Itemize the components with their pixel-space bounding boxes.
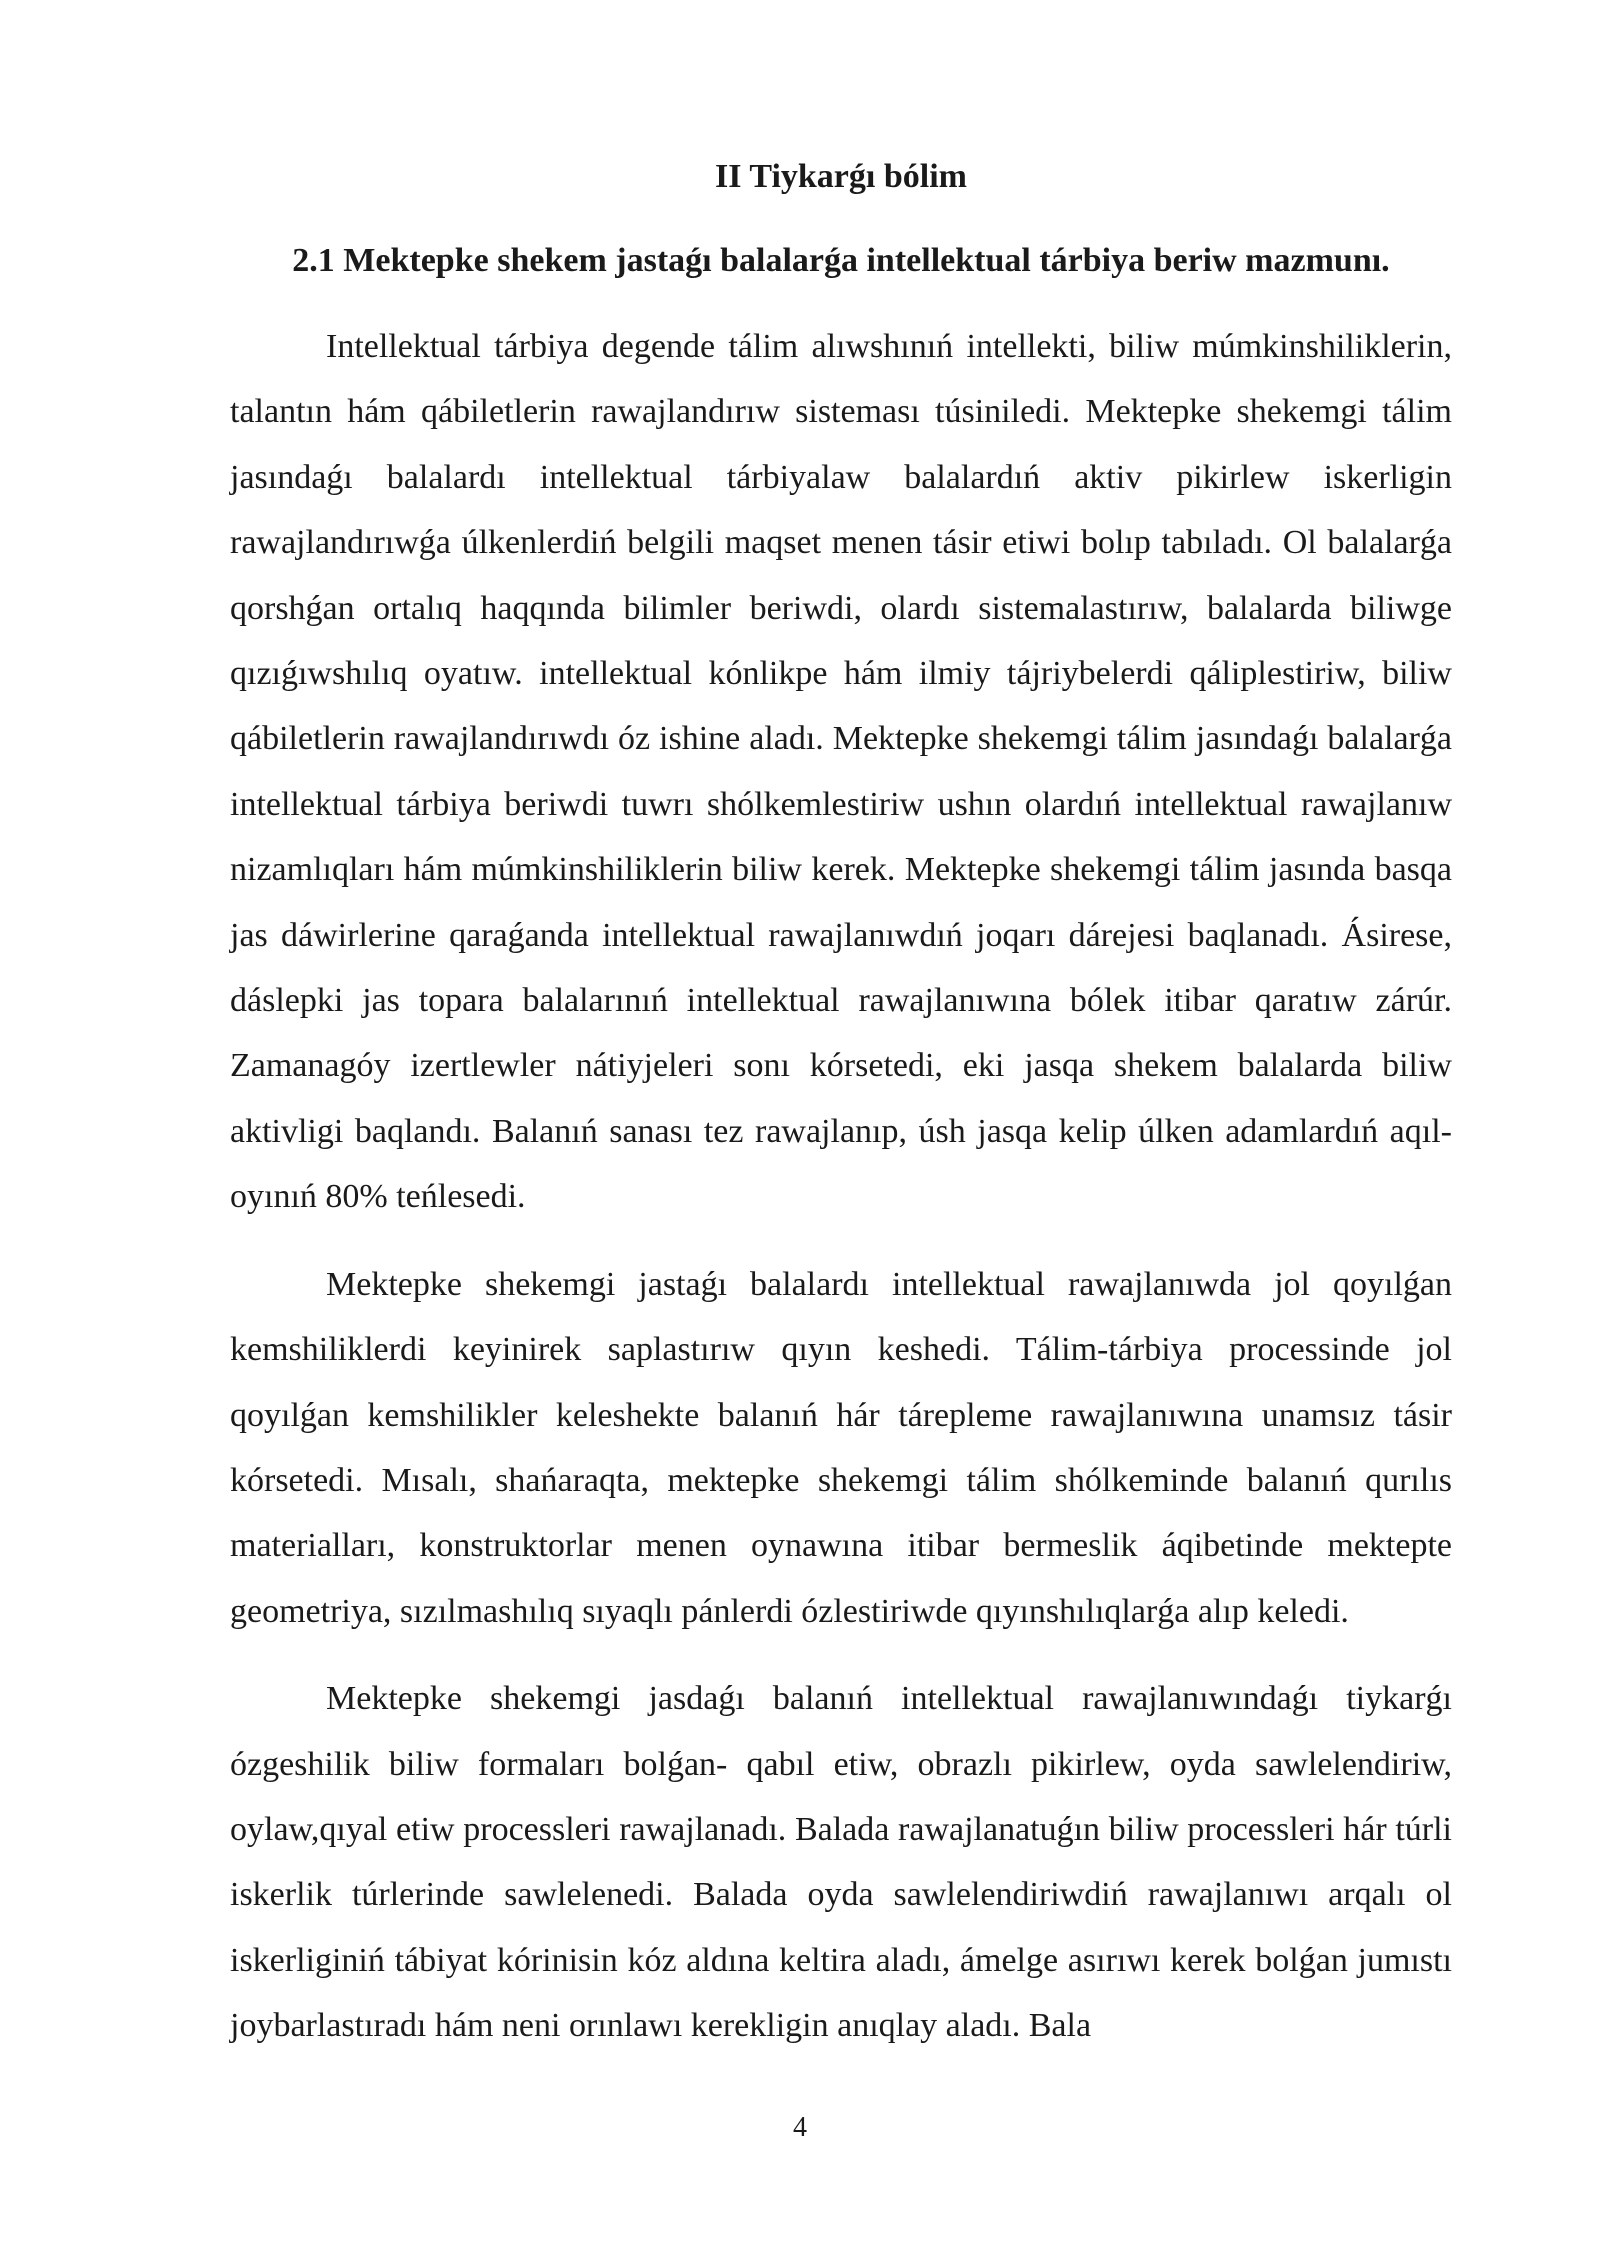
subsection-title: 2.1 Mektepke shekem jastaǵı balalarǵa intellektual tárbiya beriw mazmunı. bbox=[292, 242, 1390, 279]
page-number: 4 bbox=[793, 2112, 807, 2143]
section-title: II Tiykarǵı bólim bbox=[715, 158, 967, 195]
paragraph-1: Intellektual tárbiya degende tálim alıwshınıń intellekti, biliw múmkinshiliklerin, talantın hám qábiletlerin rawajlandırıw sisteması túsiniledi. Mektepke shekemgi tálim jasındaǵı balalardı intellektual tárbiyalaw balalardıń aktiv pikirlew iskerligin rawajlandırıwǵa úlkenlerdiń belgili maqset menen tásir etiwi bolıp tabıladı. Ol balalarǵa qorshǵan ortalıq haqqında bilimler beriwdi, olardı sistemalastırıw, balalarda biliwge qızıǵıwshılıq oyatıw. intellektual kónlikpe hám ilmiy tájriybelerdi qáliplestiriw, biliw qábiletlerin rawajlandırıwdı óz ishine aladı. Mektepke shekemgi tálim jasındaǵı balalarǵa intellektual tárbiya beriwdi tuwrı shólkemlestiriw ushın olardıń intellektual rawajlanıw nizamlıqları hám múmkinshiliklerin biliw kerek. Mektepke shekemgi tálim jasında basqa jas dáwirlerine qaraǵanda intellektual rawajlanıwdıń joqarı dárejesi baqlanadı. Ásirese, dáslepki jas topara balalarınıń intellektual rawajlanıwına bólek itibar qaratıw zárúr. Zamanagóy izertlewler nátiyjeleri sonı kórsetedi, eki jasqa shekem balalarda biliw aktivligi baqlandı. Balanıń sanası tez rawajlanıp, úsh jasqa kelip úlken adamlardıń aqıl-oyınıń 80% teńlesedi. bbox=[230, 328, 1452, 1216]
paragraph-3: Mektepke shekemgi jasdaǵı balanıń intellektual rawajlanıwındaǵı tiykarǵı ózgeshilik biliw formaları bolǵan- qabıl etiw, obrazlı pikirlew, oyda sawlelendiriw, oylaw,qıyal etiw processleri rawajlanadı. Balada rawajlanatuǵın biliw processleri hár túrli iskerlik túrlerinde sawlelenedi. Balada oyda sawlelendiriwdiń rawajlanıwı arqalı ol iskerliginiń tábiyat kórinisin kóz aldına keltira aladı, ámelge asırıwı kerek bolǵan jumıstı joybarlastıradı hám neni orınlawı kerekligin anıqlay aladı. Bala bbox=[230, 1680, 1452, 2045]
paragraph-2: Mektepke shekemgi jastaǵı balalardı intellektual rawajlanıwda jol qoyılǵan kemshiliklerdi keyinirek saplastırıw qıyın keshedi. Tálim-tárbiya processinde jol qoyılǵan kemshilikler keleshekte balanıń hár tárepleme rawajlanıwına unamsız tásir kórsetedi. Mısalı, shańaraqta, mektepke shekemgi tálim shólkeminde balanıń qurılıs materialları, konstruktorlar menen oynawına itibar bermeslik áqibetinde mektepte geometriya, sızılmashılıq sıyaqlı pánlerdi ózlestiriwde qıyınshılıqlarǵa alıp keledi. bbox=[230, 1265, 1452, 1630]
page-content bbox=[230, 150, 1452, 2081]
